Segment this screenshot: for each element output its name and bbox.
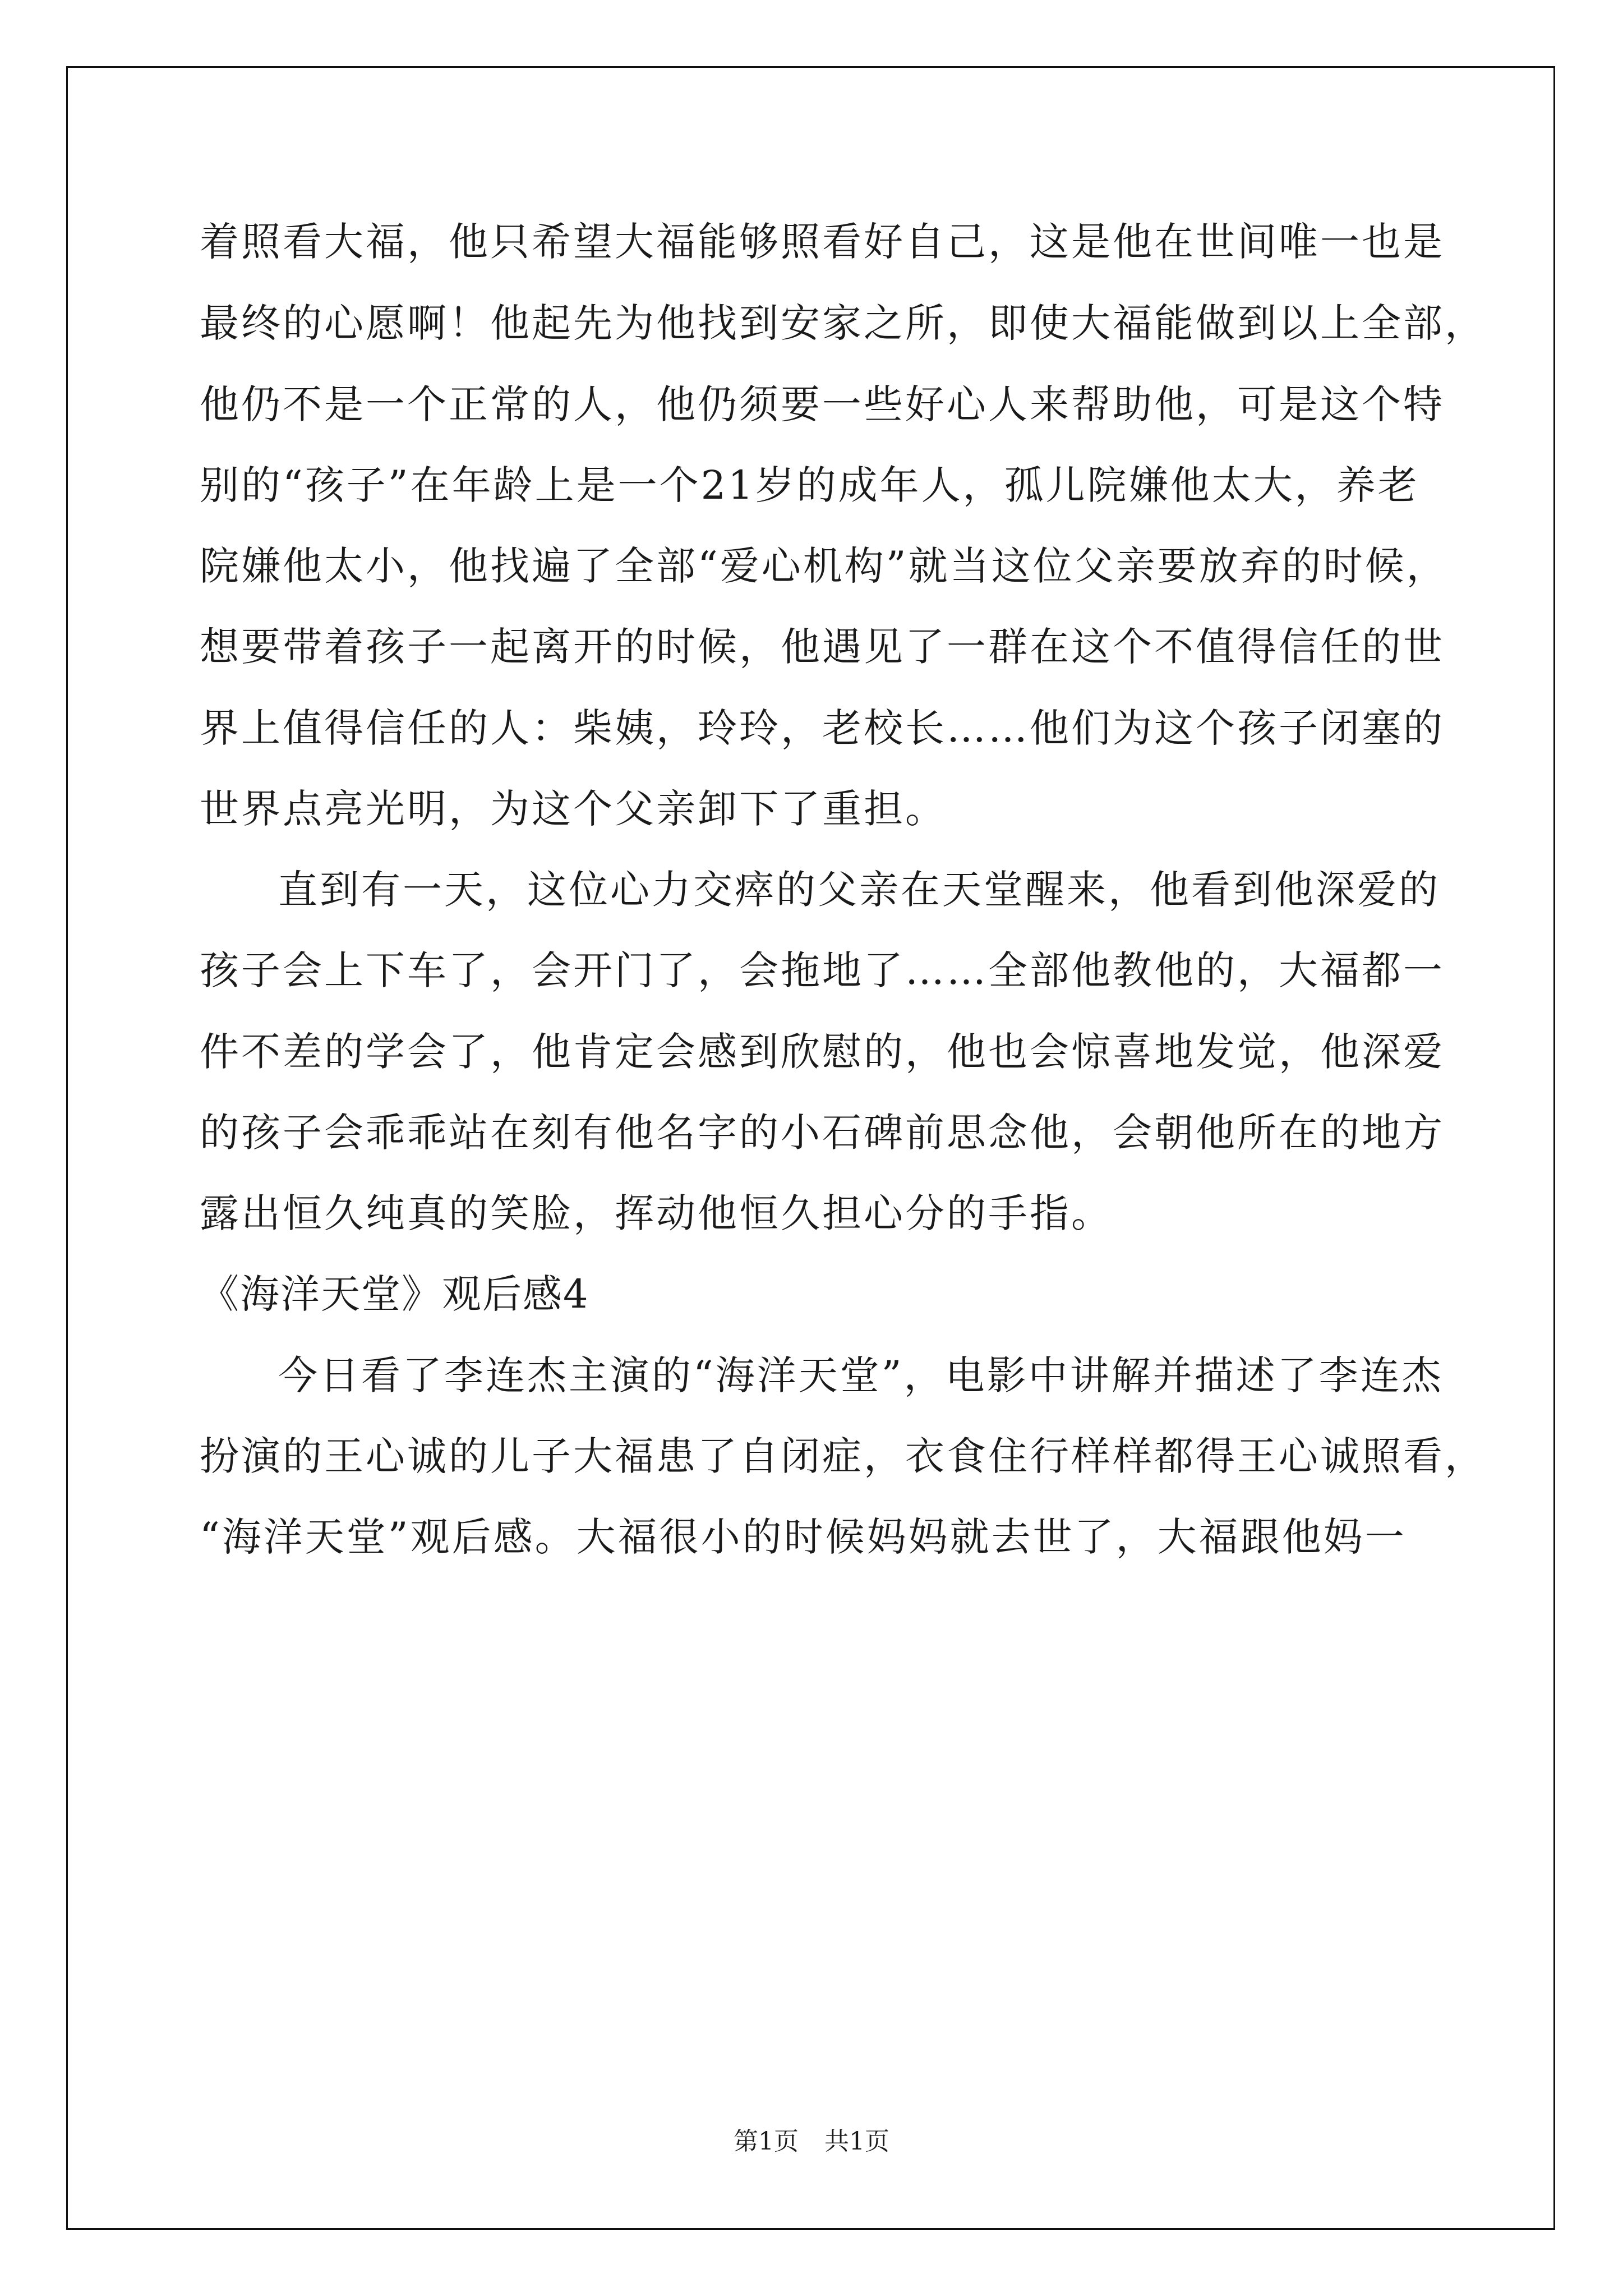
paragraph-line: 的孩子会乖乖站在刻有他名字的小石碑前思念他，会朝他所在的地方 — [200, 1110, 1445, 1156]
paragraph-line: 直到有一天，这位心力交瘁的父亲在天堂醒来，他看到他深爱的 — [278, 867, 1440, 913]
paragraph-line: 界上值得信任的人：柴姨，玲玲，老校长……他们为这个孩子闭塞的 — [200, 705, 1445, 751]
paragraph-line: 最终的心愿啊！他起先为他找到安家之所，即使大福能做到以上全部， — [200, 300, 1486, 346]
paragraph-line: 他仍不是一个正常的人，他仍须要一些好心人来帮助他，可是这个特 — [200, 381, 1445, 427]
paragraph-line: 着照看大福，他只希望大福能够照看好自己，这是他在世间唯一也是 — [200, 219, 1445, 265]
paragraph-line: “海洋天堂”观后感。大福很小的时候妈妈就去世了，大福跟他妈一 — [200, 1514, 1407, 1560]
paragraph-line: 世界点亮光明，为这个父亲卸下了重担。 — [200, 786, 947, 832]
paragraph-line: 件不差的学会了，他肯定会感到欣慰的，他也会惊喜地发觉，他深爱 — [200, 1029, 1445, 1075]
paragraph-line: 今日看了李连杰主演的“海洋天堂”，电影中讲解并描述了李连杰 — [278, 1352, 1444, 1398]
page-number: 第1页 — [734, 2127, 799, 2156]
paragraph-line: 院嫌他太小，他找遍了全部“爱心机构”就当这位父亲要放弃的时候， — [200, 543, 1448, 589]
page-total: 共1页 — [824, 2127, 889, 2156]
paragraph-line: 露出恒久纯真的笑脸，挥动他恒久担心分的手指。 — [200, 1190, 1113, 1236]
paragraph-line: 别的“孩子”在年龄上是一个21岁的成年人，孤儿院嫌他太大，养老 — [200, 462, 1419, 508]
paragraph-line: 想要带着孩子一起离开的时候，他遇见了一群在这个不值得信任的世 — [200, 624, 1445, 670]
page-footer — [0, 2126, 1623, 2157]
paragraph-line: 扮演的王心诚的儿子大福患了自闭症，衣食住行样样都得王心诚照看， — [200, 1433, 1486, 1479]
section-title: 《海洋天堂》观后感4 — [200, 1271, 589, 1317]
paragraph-line: 孩子会上下车了，会开门了，会拖地了……全部他教他的，大福都一 — [200, 947, 1445, 993]
